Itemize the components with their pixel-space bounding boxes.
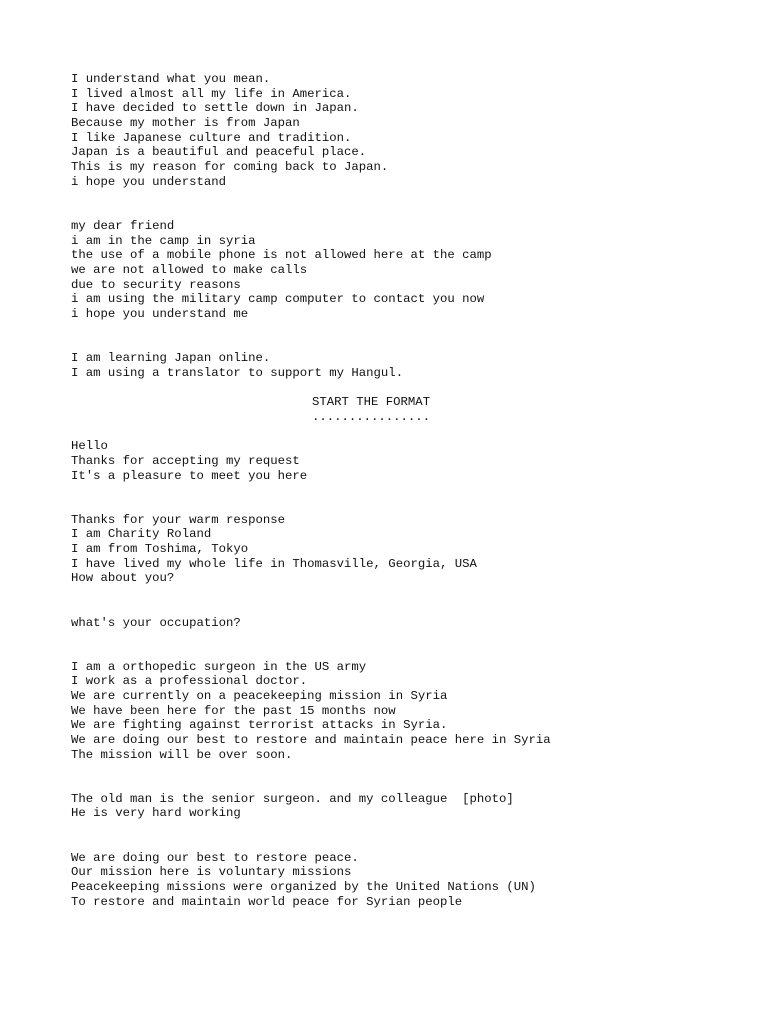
spacer <box>71 821 711 850</box>
paragraph-occupation-answer <box>71 660 711 763</box>
text-line: I like Japanese culture and tradition. <box>71 130 352 145</box>
text-line: This is my reason for coming back to Japan. <box>71 160 389 175</box>
text-line: The old man is the senior surgeon. and my colleague [photo] <box>71 791 514 806</box>
text-line: I am using a translator to support my Hangul. <box>71 365 404 380</box>
text-line: I have lived my whole life in Thomasville, Georgia, USA <box>71 556 477 571</box>
paragraph-colleague-photo <box>71 792 711 821</box>
paragraph-introduction <box>71 513 711 586</box>
paragraph-occupation-question <box>71 616 711 631</box>
spacer <box>71 483 711 512</box>
text-line: We are currently on a peacekeeping mission in Syria <box>71 688 448 703</box>
text-line: He is very hard working <box>71 806 241 821</box>
text-line: my dear friend <box>71 218 175 233</box>
format-title: START THE FORMAT <box>312 395 431 410</box>
format-heading <box>312 395 768 424</box>
spacer <box>71 322 711 351</box>
spacer <box>71 190 711 219</box>
text-line: I am Charity Roland <box>71 527 212 542</box>
text-line: i am using the military camp computer to contact you now <box>71 292 485 307</box>
text-line: the use of a mobile phone is not allowed here at the camp <box>71 248 492 263</box>
text-line: Thanks for your warm response <box>71 512 286 527</box>
paragraph-learning-japan <box>71 351 711 380</box>
paragraph-greeting <box>71 439 711 483</box>
text-line: I lived almost all my life in America. <box>71 86 352 101</box>
text-line: We have been here for the past 15 months now <box>71 703 396 718</box>
format-dots: ................ <box>312 409 431 424</box>
text-line: Peacekeeping missions were organized by the United Nations (UN) <box>71 879 536 894</box>
text-line: i hope you understand <box>71 174 226 189</box>
document-page <box>71 72 711 909</box>
spacer <box>71 586 711 615</box>
text-line: The mission will be over soon. <box>71 747 293 762</box>
text-line: How about you? <box>71 571 175 586</box>
text-line: I work as a professional doctor. <box>71 674 308 689</box>
text-line: I am learning Japan online. <box>71 351 271 366</box>
text-line: i am in the camp in syria <box>71 233 256 248</box>
text-line: due to security reasons <box>71 277 241 292</box>
spacer <box>71 425 711 440</box>
text-line: I have decided to settle down in Japan. <box>71 101 359 116</box>
text-line: Hello <box>71 439 108 454</box>
text-line: Because my mother is from Japan <box>71 116 300 131</box>
text-line: We are fighting against terrorist attacks in Syria. <box>71 718 448 733</box>
text-line: We are doing our best to restore peace. <box>71 850 359 865</box>
text-line: It's a pleasure to meet you here <box>71 468 308 483</box>
text-line: i hope you understand me <box>71 307 249 322</box>
text-line: I am a orthopedic surgeon in the US army <box>71 659 367 674</box>
paragraph-camp-syria <box>71 219 711 322</box>
text-line: We are doing our best to restore and maintain peace here in Syria <box>71 733 551 748</box>
text-line: Thanks for accepting my request <box>71 453 300 468</box>
text-line: I am from Toshima, Tokyo <box>71 542 249 557</box>
text-line: I understand what you mean. <box>71 72 271 86</box>
text-line: we are not allowed to make calls <box>71 262 308 277</box>
text-line: To restore and maintain world peace for Syrian people <box>71 894 463 909</box>
text-line: Japan is a beautiful and peaceful place. <box>71 145 367 160</box>
spacer <box>71 630 711 659</box>
paragraph-peace-mission <box>71 851 711 910</box>
spacer <box>71 380 711 395</box>
text-line: what's your occupation? <box>71 615 241 630</box>
paragraph-reason-japan <box>71 72 711 190</box>
spacer <box>71 762 711 791</box>
text-line: Our mission here is voluntary missions <box>71 865 352 880</box>
